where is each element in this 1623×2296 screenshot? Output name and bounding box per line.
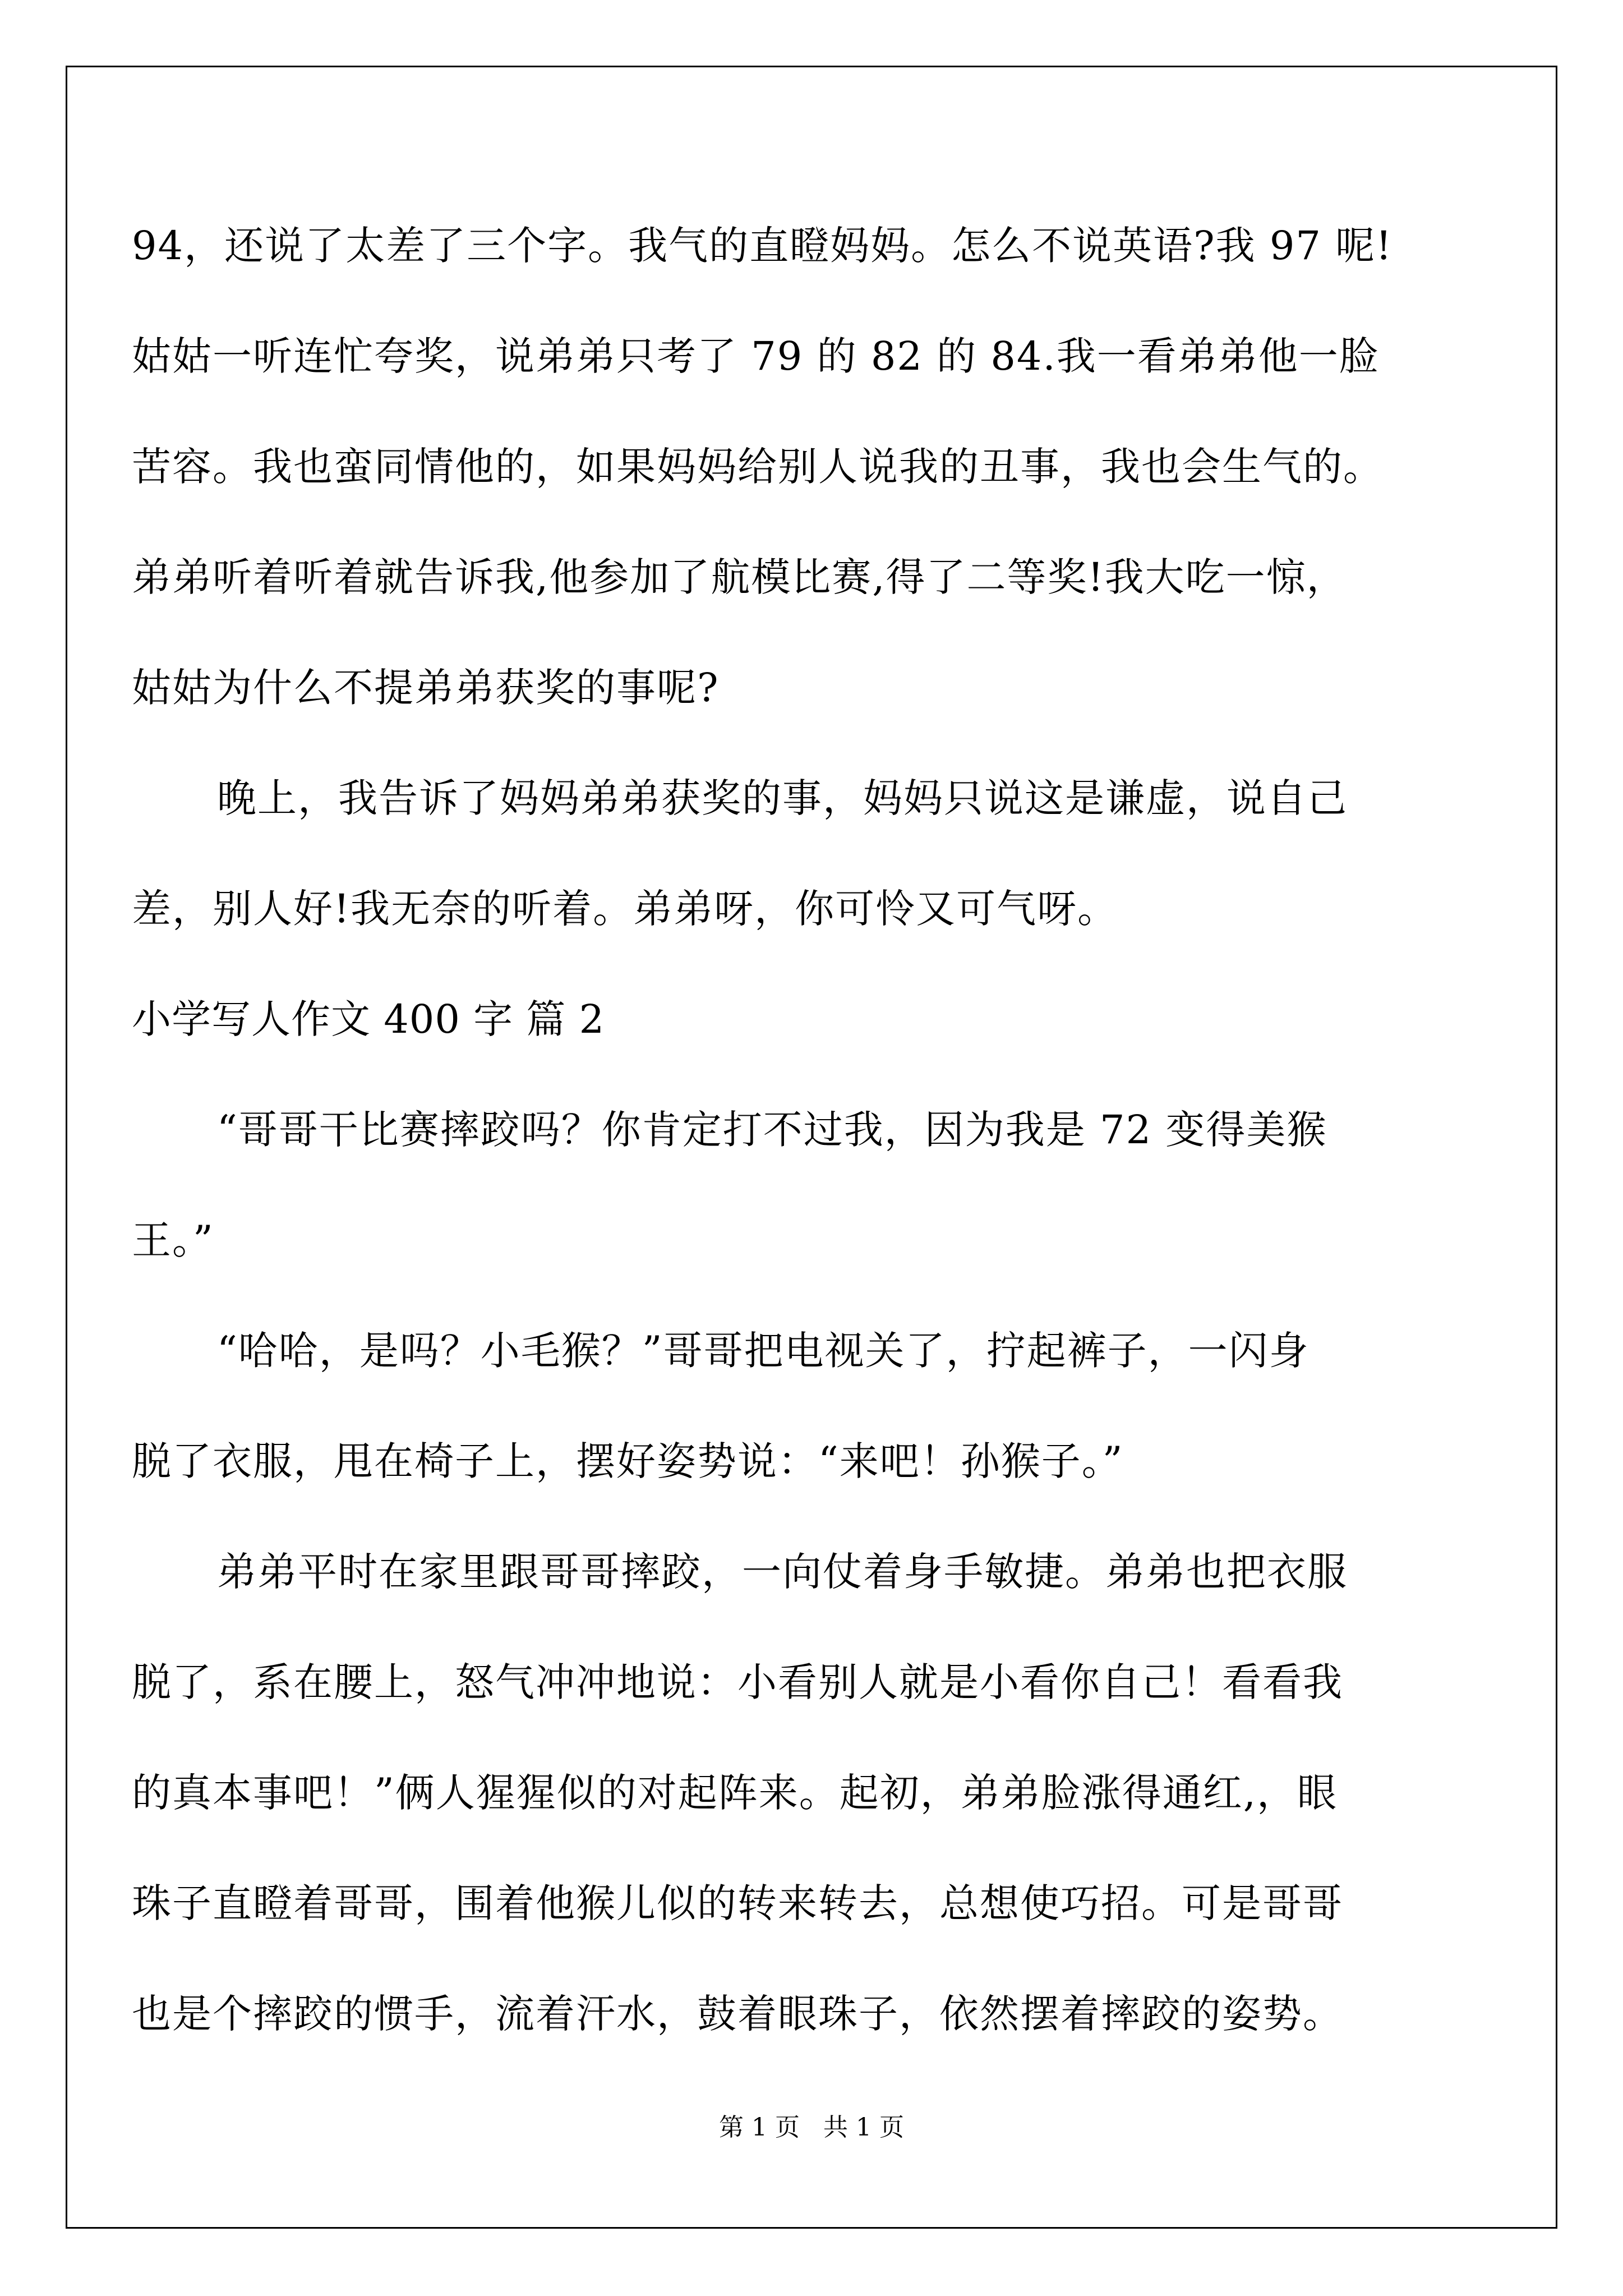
- text-line: 94，还说了太差了三个字。我气的直瞪妈妈。怎么不说英语?我 97 呢!: [132, 223, 1393, 269]
- text-line: 晚上，我告诉了妈妈弟弟获奖的事，妈妈只说这是谦虚，说自己: [217, 775, 1348, 821]
- document-body: [132, 191, 1495, 2069]
- text-line: 也是个摔跤的惯手，流着汗水，鼓着眼珠子，依然摆着摔跤的姿势。: [132, 1991, 1343, 2037]
- text-line: 的真本事吧！”俩人猩猩似的对起阵来。起初，弟弟脸涨得通红,，眼: [132, 1770, 1338, 1816]
- text-line: 苦容。我也蛮同情他的，如果妈妈给别人说我的丑事，我也会生气的。: [132, 444, 1384, 490]
- text-line: 姑姑一听连忙夸奖，说弟弟只考了 79 的 82 的 84.我一看弟弟他一脸: [132, 333, 1380, 379]
- text-line: 弟弟听着听着就告诉我,他参加了航模比赛,得了二等奖!我大吃一惊，: [132, 554, 1347, 600]
- text-line: 姑姑为什么不提弟弟获奖的事呢?: [132, 665, 720, 711]
- text-line: “哈哈，是吗？小毛猴？”哥哥把电视关了，拧起裤子，一闪身: [217, 1328, 1310, 1374]
- text-line: 差，别人好!我无奈的听着。弟弟呀，你可怜又可气呀。: [132, 886, 1118, 932]
- section-heading: 小学写人作文 400 字 篇 2: [132, 996, 605, 1042]
- text-line: 脱了，系在腰上，怒气冲冲地说：小看别人就是小看你自己！看看我: [132, 1659, 1343, 1705]
- text-line: “哥哥干比赛摔跤吗？你肯定打不过我，因为我是 72 变得美猴: [217, 1107, 1327, 1153]
- text-line: 弟弟平时在家里跟哥哥摔跤，一向仗着身手敏捷。弟弟也把衣服: [217, 1549, 1348, 1595]
- page-number-footer: 第 1 页 共 1 页: [719, 2113, 904, 2142]
- text-line: 脱了衣服，甩在椅子上，摆好姿势说：“来吧！孙猴子。”: [132, 1438, 1124, 1484]
- text-line: 王。”: [132, 1217, 214, 1263]
- text-line: 珠子直瞪着哥哥，围着他猴儿似的转来转去，总想使巧招。可是哥哥: [132, 1880, 1343, 1926]
